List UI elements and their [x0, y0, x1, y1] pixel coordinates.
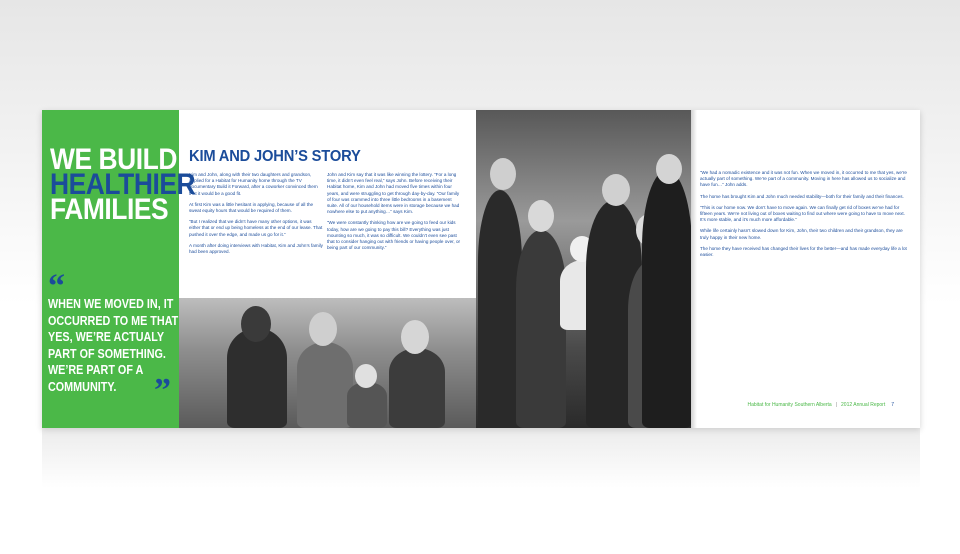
family-photo-outdoor [476, 110, 691, 428]
story-paragraph: John and Kim say that it was like winning the lottery. “For a long time, it didn’t even feel real,” says John. Before receiving their Habitat home, Kim and John had moved five times within four years, and were struggling to get through day-by-day. “Our family of four was crammed into three little bedrooms in a basement suite. All of our household items were in storage because we had nowhere else to put anything…” says Kim. [327, 172, 460, 215]
right-paragraph: While life certainly hasn’t slowed down for Kim, John, their two children and their grandson, they are truly happy in their new home. [700, 228, 903, 240]
person-figure [642, 170, 691, 428]
person-figure [347, 382, 387, 428]
story-column-2 [327, 172, 462, 256]
story-section [179, 110, 476, 298]
right-paragraph: “This is our home now. We don’t have to move again. We can finally get rid of boxes we’ve had for fifteen years. We’re not living out of boxes waiting to find out where were going to have to move next. It’s more stable, and it’s much more affordable.” [700, 204, 905, 223]
person-head [241, 306, 271, 342]
family-photo-indoor [179, 298, 476, 428]
person-head [309, 312, 337, 346]
annual-report-spread [42, 110, 920, 428]
right-page-text [700, 170, 910, 263]
story-column-1 [189, 172, 324, 260]
headline-line-2: HEALTHIER [50, 168, 196, 201]
person-head [401, 320, 429, 354]
story-paragraph: A month after doing interviews with Habitat, Kim and John’s family had been approved. [189, 242, 323, 255]
person-head [490, 158, 516, 190]
story-paragraph: Kim and John, along with their two daughters and grandson, applied for a Habitat for Humanity home through the TV documentary Build it Forward, after a coworker convinced them that it would be a good fit. [189, 172, 318, 196]
person-head [602, 174, 630, 206]
person-figure [389, 348, 445, 428]
green-sidebar-panel [42, 110, 196, 428]
right-paragraph: The home has brought Kim and John much needed stability—both for their family and their finances. [700, 193, 904, 199]
story-title: KIM AND JOHN’S STORY [189, 148, 361, 165]
right-paragraph: “We had a nomadic existence and it was not fun. When we moved in, it occurred to me that yes, we’re actually part of something. We’re part of a community. Moving in here has allowed us to socialize and have fun…” John adds. [700, 170, 907, 188]
person-figure [297, 342, 353, 428]
story-paragraph: “But I realized that we didn’t have many other options, it was either that or end up being homeless at the end of our lease. That pushed it over the edge, and made us go for it.” [189, 219, 323, 237]
footer-organization: Habitat for Humanity Southern Alberta [747, 402, 832, 408]
person-head [656, 154, 682, 184]
right-page [691, 110, 920, 428]
right-paragraph: The home they have received has changed their lives for the better—and has made everyday life a lot easier. [700, 245, 907, 258]
footer-report-title: 2012 Annual Report [841, 402, 886, 408]
story-paragraph: “We were constantly thinking how are we going to feed our kids today, how are we going to pay this bill? Everything was just mounting so much, it was so difficult. We couldn’t even see past that to consider hanging out with friends or having people over, or being part of our community.” [327, 220, 461, 251]
open-quote-mark: “ [48, 268, 65, 305]
page-number: 7 [891, 402, 894, 408]
story-paragraph: At first Kim was a little hesitant in applying, because of all the sweat equity hours that would be required of them. [189, 201, 314, 214]
page-footer [747, 402, 894, 408]
headline-line-1: WE BUILD [50, 143, 178, 176]
person-figure [227, 328, 287, 428]
person-head [528, 200, 554, 232]
person-head [355, 364, 377, 388]
pull-quote: WHEN WE MOVED IN, IT OCCURRED TO ME THAT YES, WE’RE ACTUALY PART OF SOMETHING. WE’RE PART OF A COMMUNITY. [48, 296, 179, 394]
footer-separator: | [835, 402, 838, 408]
person-figure [516, 230, 566, 428]
close-quote-mark: ” [154, 372, 171, 409]
spread-reflection [42, 428, 920, 488]
headline-line-3: FAMILIES [50, 193, 169, 226]
headline [50, 143, 196, 226]
